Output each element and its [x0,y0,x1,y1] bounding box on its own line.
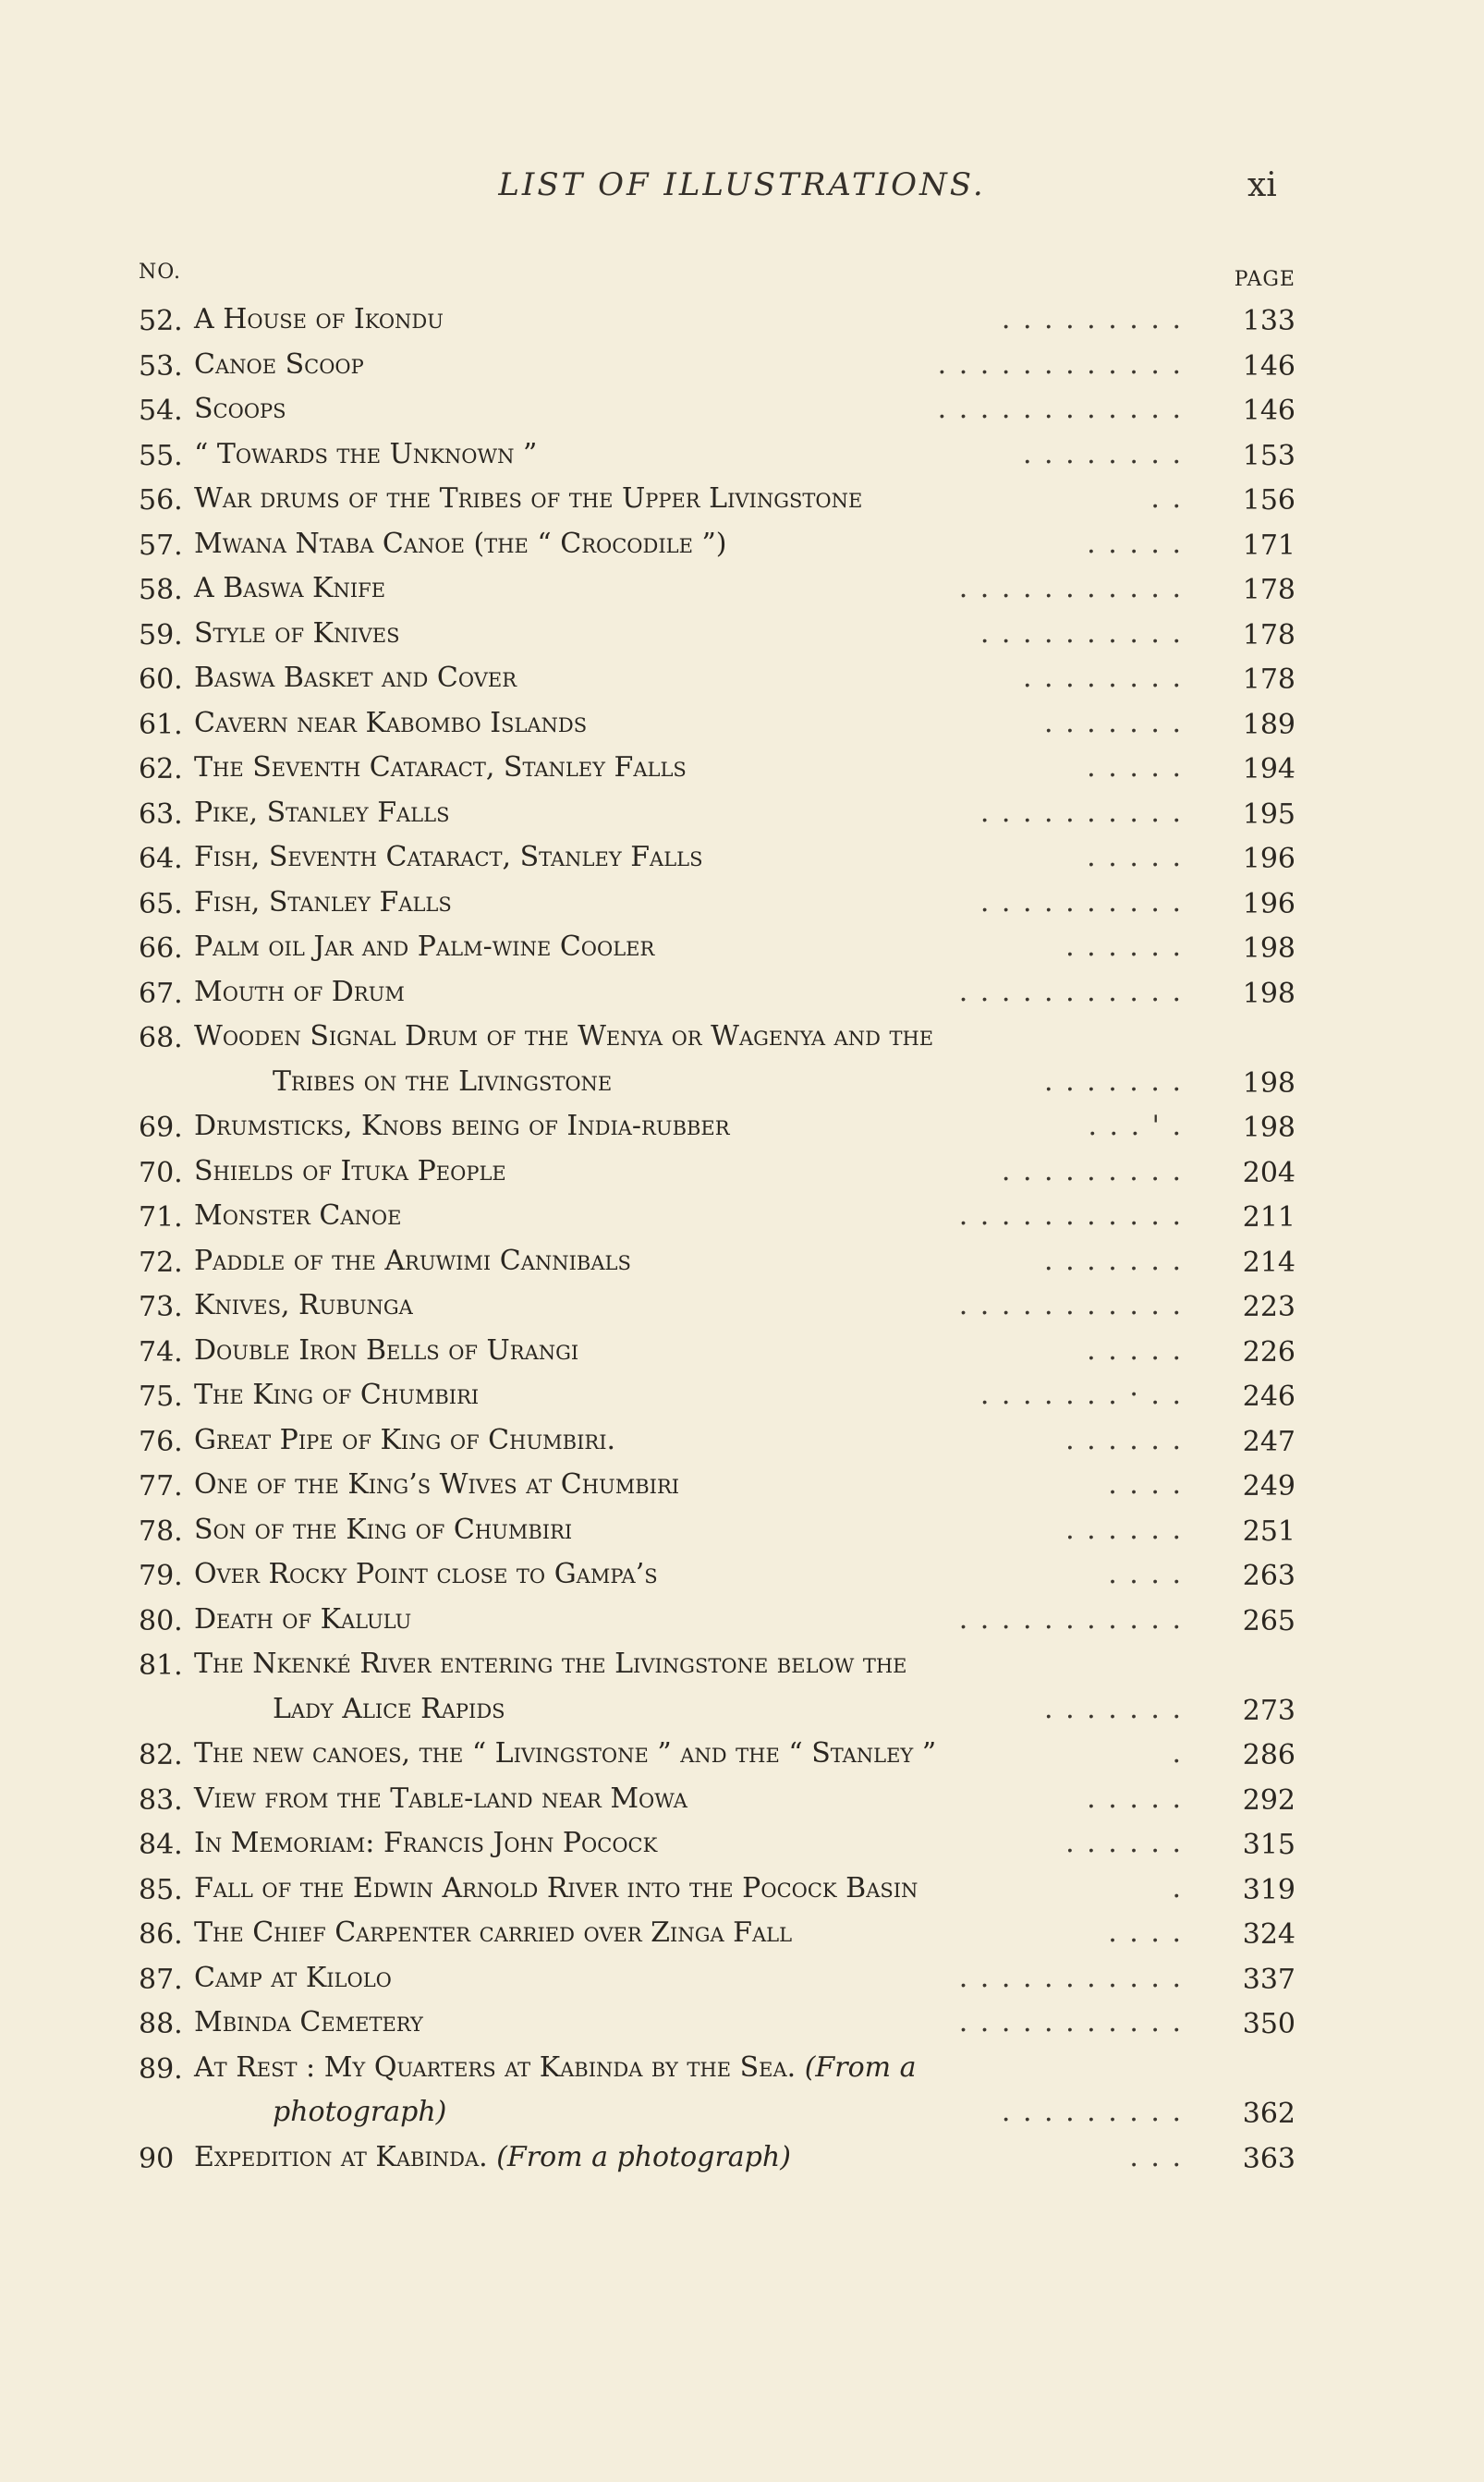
entry-page: 214 [1242,1246,1295,1279]
entry-page: 171 [1242,529,1295,562]
entry-title [194,797,449,829]
entry-number: 68. [139,1022,183,1054]
entry-page: 146 [1242,349,1295,383]
entry-number: 70. [139,1156,183,1189]
leader-dots: . . . . . [1087,1333,1183,1367]
entry-page: 251 [1242,1515,1295,1548]
entry-title [194,886,452,919]
entry-page: 319 [1242,1873,1295,1906]
entry-page: 178 [1242,663,1295,696]
entry-page: 265 [1242,1604,1295,1637]
entry-title [194,1245,631,1277]
leader-dots: . . . . . . [1065,1513,1183,1546]
list-item [0,1732,1484,1777]
entry-number: 55. [139,439,183,472]
entry-page: 223 [1242,1291,1295,1323]
list-item [0,1284,1484,1329]
entry-page: 204 [1242,1156,1295,1189]
leader-dots: . . . . . . . . . [1001,2096,1183,2128]
entry-title-text: Monster Canoe [194,1199,402,1232]
leader-dots: . . . . . . . · . . [979,1379,1183,1411]
leader-dots: . [1172,1871,1183,1904]
entry-title [194,1424,615,1456]
leader-dots: . . . . . . . [1044,1692,1183,1725]
entry-title-text: A Baswa Knife [194,572,386,604]
entry-title-text: View from the Table-land near Mowa [194,1782,687,1815]
entry-title [194,931,654,963]
entry-number: 64. [139,843,183,875]
entry-page: 350 [1242,2008,1295,2040]
list-item [0,1777,1484,1822]
column-header-page: PAGE [1234,268,1295,291]
entry-title-text: The King of Chumbiri [194,1379,480,1411]
entry-title [273,1065,612,1098]
entry-title [194,1020,933,1052]
entry-title-text: Pike, Stanley Falls [194,796,450,829]
list-item [0,1329,1484,1374]
entry-number: 72. [139,1246,183,1279]
leader-dots: . . . . [1108,1916,1183,1949]
entry-page: 273 [1242,1694,1295,1727]
entry-number: 84. [139,1829,183,1861]
entry-number: 88. [139,2008,183,2040]
entry-title-text: Palm oil Jar and Palm-wine Cooler [194,931,655,963]
entry-page: 292 [1242,1783,1295,1817]
list-item [0,2090,1484,2135]
entry-title-text: Expedition at Kabinda. [194,2140,488,2173]
entry-number: 52. [139,305,183,337]
entry-number: 85. [139,1873,183,1906]
entry-title-text: Style of Knives [194,616,400,650]
entry-title-text: Baswa Basket and Cover [194,662,517,694]
entry-title-text: Great Pipe of King of Chumbiri. [194,1423,616,1456]
entry-number: 79. [139,1560,183,1592]
entry-title [194,662,517,694]
list-item [0,387,1484,432]
entry-page: 156 [1242,484,1295,517]
list-item [0,2001,1484,2046]
entry-title-text: Death of Kalulu [194,1602,412,1636]
entry-title-text: At Rest : My Quarters at Kabinda by the Sea. [194,2050,797,2084]
leader-dots: . . . . . . . . . [1001,1154,1183,1187]
entry-number: 57. [139,529,183,562]
leader-dots: . . . . . . [1065,1827,1183,1859]
list-item [0,343,1484,388]
leader-dots: . . . . . . . . . . . [958,1602,1183,1636]
leader-dots: . . . . . . . . . . [979,796,1183,829]
list-item [0,835,1484,881]
list-item [0,1598,1484,1643]
leader-dots: . . . . . [1087,841,1183,873]
entry-number: 83. [139,1783,183,1817]
list-item [0,1194,1484,1239]
entry-number: 63. [139,797,183,831]
entry-page: 226 [1242,1335,1295,1369]
entry-title-text: Double Iron Bells of Urangi [194,1333,579,1367]
leader-dots: . . . . . . . [1044,1244,1183,1277]
entry-title-text: A House of Ikondu [194,303,444,335]
entry-title-text: One of the King’s Wives at Chumbiri [194,1468,680,1501]
entry-page: 246 [1242,1381,1295,1413]
entry-title-text: Tribes on the Livingstone [273,1065,613,1098]
entry-page: 189 [1242,708,1295,741]
entry-title [273,2096,446,2128]
entry-page: 247 [1242,1425,1295,1458]
entry-title-text: Cavern near Kabombo Islands [194,706,588,739]
entry-number: 87. [139,1963,183,1996]
entry-title-text: Over Rocky Point close to Gampa’s [194,1558,658,1590]
entry-page: 146 [1242,395,1295,427]
entry-title [194,617,400,650]
entry-title [194,707,587,739]
entry-number: 53. [139,349,183,383]
entry-number: 67. [139,977,183,1010]
leader-dots: . . . . . [1087,527,1183,560]
entry-number: 86. [139,1918,183,1951]
entry-number: 80. [139,1604,183,1637]
leader-dots: . . . . . . . [1044,1065,1183,1098]
entry-number: 74. [139,1335,183,1369]
entry-title [194,572,385,604]
leader-dots: . . . . . . [1065,931,1183,963]
leader-dots: . . . [1129,2140,1183,2173]
list-item [0,1911,1484,1956]
entry-title [194,1962,392,1994]
entry-title [194,1827,657,1859]
entry-number: 81. [139,1649,183,1682]
entry-page: 153 [1242,439,1295,472]
leader-dots: . . . . . . . . . . [979,616,1183,650]
leader-dots: . . . ' . [1088,1110,1183,1142]
entry-title [194,1155,506,1187]
entry-title-text: Fish, Seventh Cataract, Stanley Falls [194,841,703,873]
list-item [0,566,1484,612]
entry-title [194,1648,907,1680]
entry-number: 65. [139,887,183,920]
leader-dots: . . . . . . . . . . [979,885,1183,919]
entry-page: 133 [1242,305,1295,337]
list-item [0,477,1484,522]
entry-page: 337 [1242,1963,1295,1996]
entry-number: 58. [139,574,183,606]
entry-page: 198 [1242,932,1295,965]
list-item [0,791,1484,836]
entry-title-text: In Memoriam: Francis John Pocock [194,1827,658,1859]
entry-page: 196 [1242,843,1295,875]
entry-title [194,2006,423,2038]
entry-title-text: The Nkenké River entering the Livingstone below the [194,1648,907,1680]
list-item [0,1552,1484,1598]
list-item [0,1418,1484,1464]
entry-title [194,348,364,381]
entry-number: 76. [139,1425,183,1458]
leader-dots: . . . . . . . . . . . [958,1961,1183,1994]
list-item [0,1373,1484,1418]
entry-page: 286 [1242,1739,1295,1771]
entry-title [194,1558,658,1590]
entry-title-text: Lady Alice Rapids [273,1692,505,1725]
entry-page: 324 [1242,1918,1295,1951]
leader-dots: . . . . . . . . . . . [958,572,1183,604]
leader-dots: . . . . [1108,1558,1183,1590]
entry-number: 77. [139,1470,183,1503]
entry-page: 315 [1242,1829,1295,1861]
list-item [0,432,1484,478]
list-item [0,1150,1484,1195]
entry-page: 198 [1242,1112,1295,1144]
list-item [0,1463,1484,1508]
entry-title-text: Drumsticks, Knobs being of India-rubber [194,1110,730,1142]
entry-page: 362 [1242,2098,1295,2130]
entry-title [194,1603,411,1636]
entry-title-italic: photograph) [273,2096,447,2128]
page-number: xi [1247,166,1277,204]
list-item [0,1642,1484,1687]
entry-number: 71. [139,1201,183,1234]
entry-number: 78. [139,1515,183,1548]
entry-title-text: War drums of the Tribes of the Upper Livingstone [194,482,863,515]
list-item [0,2046,1484,2091]
leader-dots: . [1172,1737,1183,1770]
entry-title-text: Mouth of Drum [194,975,405,1008]
list-item [0,925,1484,970]
entry-page: 194 [1242,753,1295,785]
list-item [0,1956,1484,2001]
entry-number: 73. [139,1291,183,1323]
entry-title [194,303,444,335]
entry-page: 363 [1242,2142,1295,2175]
running-header-title: LIST OF ILLUSTRATIONS. [498,166,986,203]
list-item [0,612,1484,657]
entry-title-text: Paddle of the Aruwimi Cannibals [194,1244,631,1277]
entry-number: 69. [139,1112,183,1144]
entry-title-text: Son of the King of Chumbiri [194,1513,573,1546]
entry-number: 56. [139,484,183,517]
list-item [0,881,1484,926]
leader-dots: . . [1150,482,1183,515]
entry-title-italic: (From a photograph) [496,2140,791,2173]
list-item [0,522,1484,567]
leader-dots: . . . . . . . . . . . [958,1289,1183,1321]
list-item [0,2135,1484,2181]
leader-dots: . . . . . . . . [1022,662,1183,694]
entry-title-text: Fall of the Edwin Arnold River into the Pocock Basin [194,1871,918,1904]
entry-number: 62. [139,753,183,785]
list-item [0,1821,1484,1867]
entry-page: 249 [1242,1470,1295,1503]
leader-dots: . . . . . . [1065,1423,1183,1456]
column-header-no: NO. [139,261,181,284]
list-item [0,1687,1484,1733]
entry-title-text: Camp at Kilolo [194,1961,392,1994]
entry-title [194,1379,479,1411]
entry-page: 198 [1242,1066,1295,1100]
list-item [0,746,1484,791]
entry-title-text: Shields of Ituka People [194,1154,506,1187]
entry-title [194,976,405,1008]
list-item [0,1015,1484,1060]
entry-title-text: The Chief Carpenter carried over Zinga Fall [194,1916,793,1949]
leader-dots: . . . . . [1087,751,1183,784]
list-item [0,656,1484,701]
leader-dots: . . . . . . . . . . . . [937,347,1183,381]
list-item [0,298,1484,343]
leader-dots: . . . . . . . . . . . [958,1199,1183,1232]
entry-title [194,1334,578,1367]
leader-dots: . . . . . . . . [1022,437,1183,470]
entry-title [194,1289,413,1321]
entry-title [194,438,537,470]
leader-dots: . . . . . . . . . . . [958,2006,1183,2038]
entry-title-text: Fish, Stanley Falls [194,885,452,919]
entry-title-text: “ Towards the Unknown ” [194,437,538,470]
list-item [0,701,1484,747]
entry-number: 66. [139,932,183,965]
entry-number: 82. [139,1739,183,1771]
entry-title-text: Wooden Signal Drum of the Wenya or Wagenya and the [194,1020,934,1052]
illustrations-list [0,298,1484,2180]
entry-title-text: Mwana Ntaba Canoe (the “ Crocodile ”) [194,527,727,560]
entry-page: 178 [1242,574,1295,606]
entry-number: 89. [139,2052,183,2086]
leader-dots: . . . . . [1087,1782,1183,1815]
leader-dots: . . . . . . . . . [1001,303,1183,335]
entry-title [194,1199,401,1232]
entry-title-text: Scoops [194,393,286,425]
entry-title-text: The Seventh Cataract, Stanley Falls [194,751,687,784]
leader-dots: . . . . . . . . . . . [958,975,1183,1008]
list-item [0,970,1484,1016]
entry-title [194,2051,917,2084]
entry-page: 178 [1242,618,1295,651]
entry-title [273,1693,505,1725]
list-item [0,1060,1484,1105]
entry-page: 211 [1242,1201,1295,1234]
leader-dots: . . . . . . . . . . . . [937,393,1183,425]
entry-title [194,1514,572,1546]
entry-number: 54. [139,395,183,427]
entry-page: 196 [1242,887,1295,920]
entry-number: 59. [139,618,183,651]
entry-title-text: Mbinda Cemetery [194,2006,423,2038]
entry-title-text: Knives, Rubunga [194,1289,413,1321]
entry-page: 195 [1242,797,1295,831]
entry-number: 61. [139,708,183,741]
entry-number: 60. [139,663,183,696]
leader-dots: . . . . . . . [1044,706,1183,739]
entry-number: 75. [139,1381,183,1413]
entry-page: 198 [1242,977,1295,1010]
entry-title-italic: (From a [804,2050,917,2084]
entry-page: 263 [1242,1560,1295,1592]
list-item [0,1104,1484,1150]
entry-title-text: The new canoes, the “ Livingstone ” and the “ Stanley ” [194,1737,937,1770]
entry-number: 90 [139,2142,175,2175]
list-item [0,1239,1484,1284]
list-item [0,1508,1484,1553]
entry-title [194,393,286,425]
entry-title-text: Canoe Scoop [194,347,364,381]
leader-dots: . . . . [1108,1468,1183,1501]
list-item [0,1867,1484,1912]
